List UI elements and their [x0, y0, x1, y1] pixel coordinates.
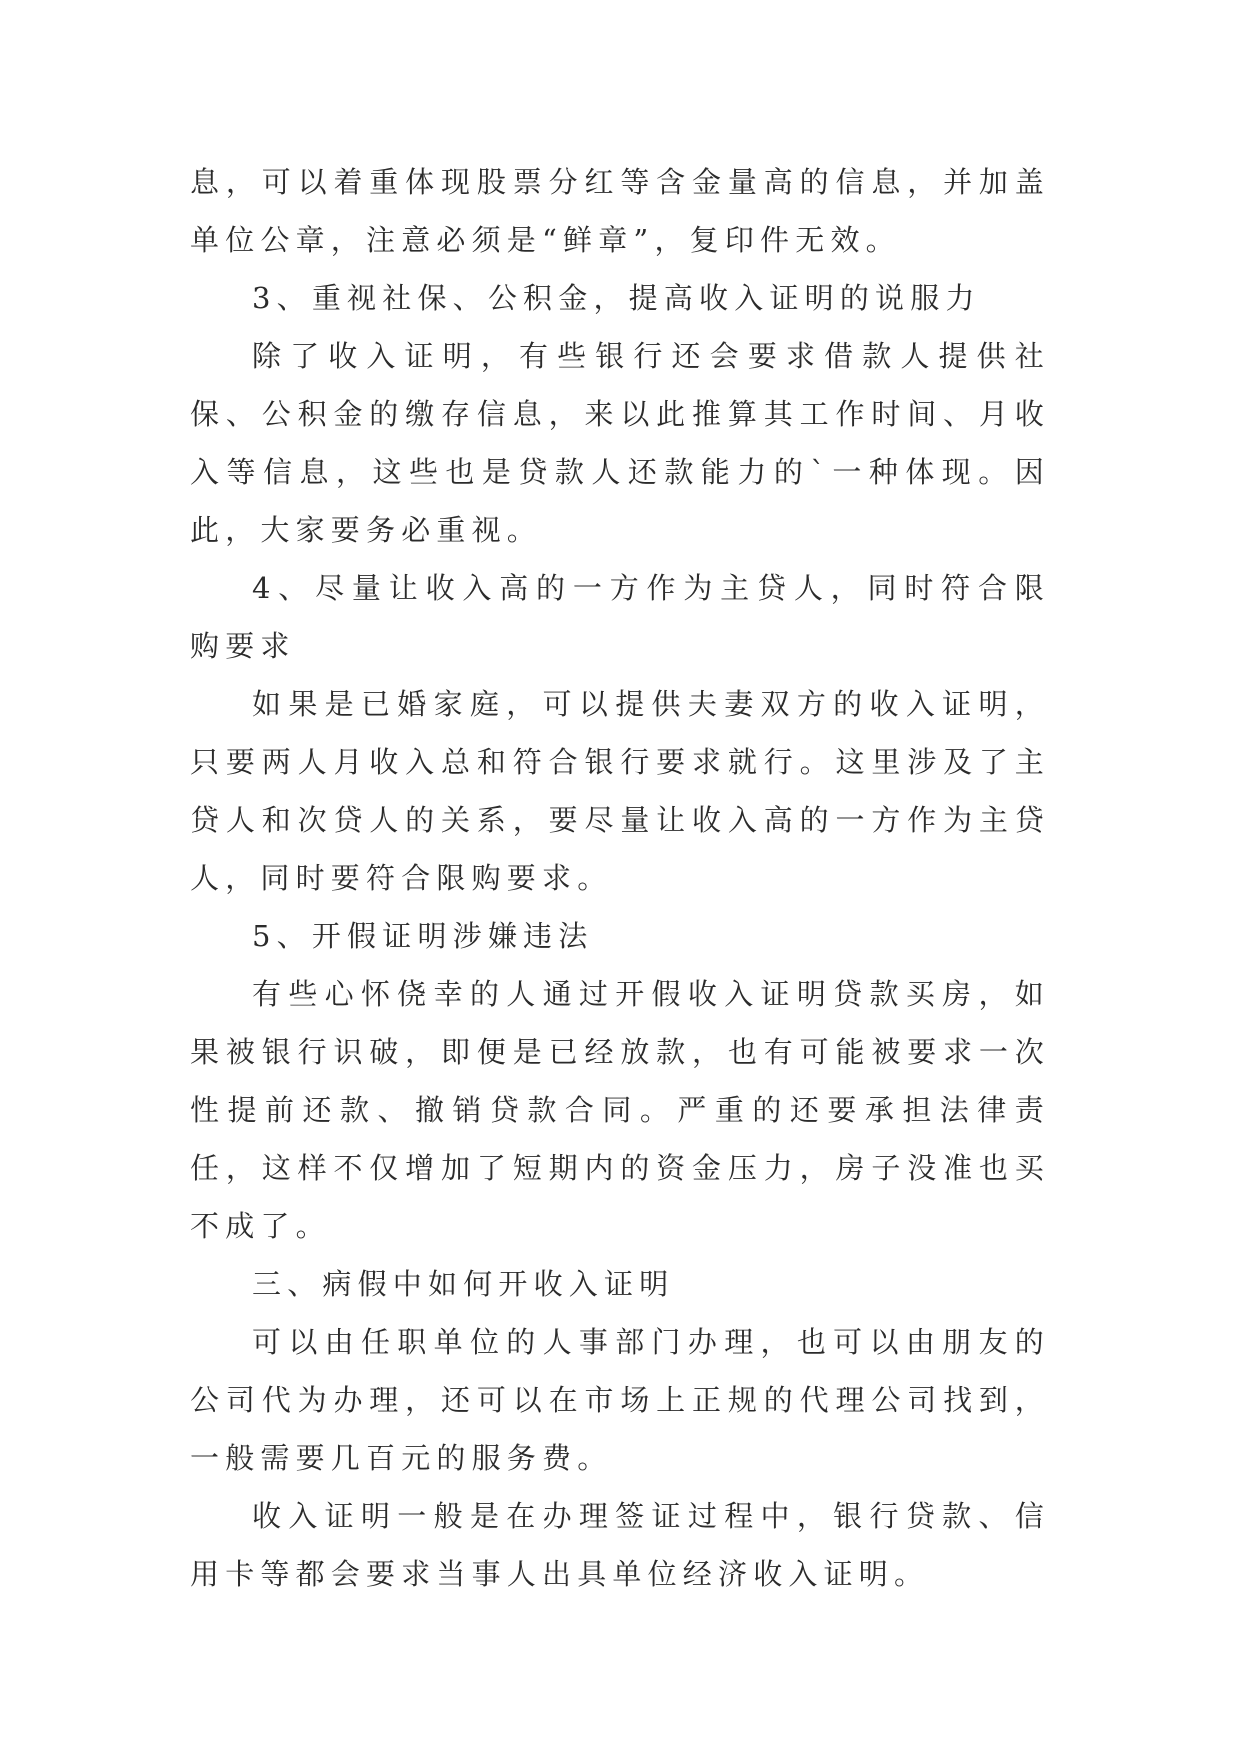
heading-5-false-certificate: 5、开假证明涉嫌违法 — [252, 919, 594, 953]
heading-4-main-borrower: 4、尽量让收入高的一方作为主贷人，同时符合限购要求 — [190, 571, 1050, 663]
paragraph-continuation: 息，可以着重体现股票分红等含金量高的信息，并加盖单位公章，注意必须是“鲜章”，复印件无效。 — [190, 165, 1050, 257]
document-body — [190, 153, 1050, 1603]
paragraph-main-borrower: 如果是已婚家庭，可以提供夫妻双方的收入证明，只要两人月收入总和符合银行要求就行。这里涉及了主贷人和次贷人的关系，要尽量让收入高的一方作为主贷人，同时要符合限购要求。 — [190, 687, 1050, 895]
heading-section-three: 三、病假中如何开收入证明 — [252, 1267, 675, 1301]
heading-3-social-security: 3、重视社保、公积金，提高收入证明的说服力 — [252, 281, 981, 315]
paragraph-usage: 收入证明一般是在办理签证过程中，银行贷款、信用卡等都会要求当事人出具单位经济收入证明。 — [190, 1499, 1050, 1591]
paragraph-social-security: 除了收入证明，有些银行还会要求借款人提供社保、公积金的缴存信息，来以此推算其工作时间、月收入等信息，这些也是贷款人还款能力的`一种体现。因此，大家要务必重视。 — [190, 339, 1050, 547]
paragraph-false-certificate: 有些心怀侥幸的人通过开假收入证明贷款买房，如果被银行识破，即便是已经放款，也有可能被要求一次性提前还款、撤销贷款合同。严重的还要承担法律责任，这样不仅增加了短期内的资金压力，房子没准也买不成了。 — [190, 977, 1050, 1243]
paragraph-how-to-obtain: 可以由任职单位的人事部门办理，也可以由朋友的公司代为办理，还可以在市场上正规的代理公司找到，一般需要几百元的服务费。 — [190, 1325, 1050, 1475]
